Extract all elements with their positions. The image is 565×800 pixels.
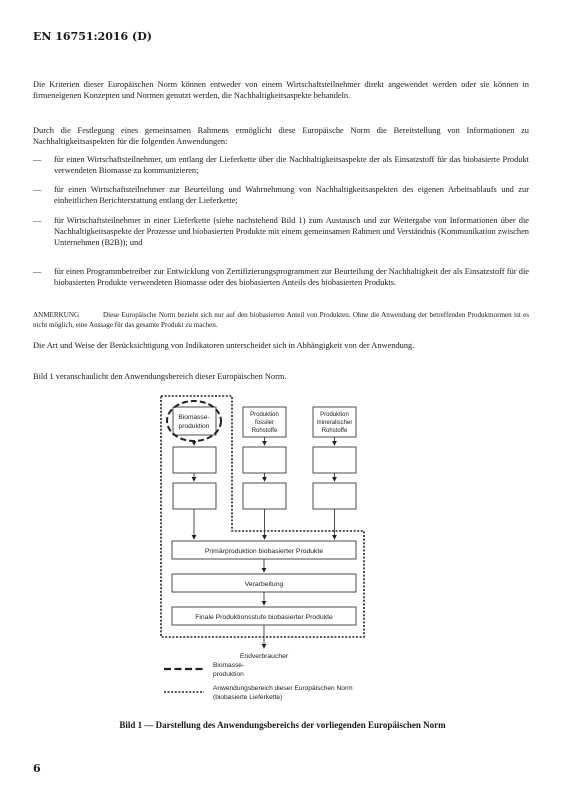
legend-scope-label-line2: (biobasierte Lieferkette) — [213, 694, 283, 701]
list-dash: — — [33, 155, 42, 164]
list-item — [33, 184, 529, 206]
mineral-step-1-box — [313, 447, 356, 473]
list-item — [33, 266, 529, 288]
list-item-text: für einen Wirtschaftsteilnehmer, um entlang der Lieferkette über die Nachhaltigkeitsaspekte der als Einsatzstoff für das biobasierte Produkt verwendeten Biomasse zu kommunizieren; — [54, 155, 529, 176]
figure-diagram — [0, 390, 565, 710]
mineral-label-line1: Produktion — [320, 412, 349, 418]
biomass-production-box — [173, 407, 216, 435]
list-item-text: für einen Wirtschaftsteilnehmer zur Beurteilung und Wahrnehmung von Nachhaltigkeitsaspekten des eigenen Arbeitsablaufs und zur einheitlichen Berichterstattung entlang der Lieferkette; — [54, 185, 529, 206]
page-number: 6 — [33, 762, 41, 775]
list-item — [33, 154, 529, 176]
fossil-label-line1: Produktion — [250, 412, 279, 418]
list-item-text: für Wirtschaftsteilnehmer in einer Lieferkette (siehe nachstehend Bild 1) zum Austausch und zur Weitergabe von Informationen über die Nachhaltigkeitsaspekte der Prozesse und biobasierten Produkte mit einem gemeinsamen Rahmen und Verständnis (Kommunikation zwischen Unternehmen (B2B)); und — [54, 216, 529, 248]
biomass-step-1-box — [173, 447, 216, 473]
fossil-step-1-box — [243, 447, 286, 473]
biomass-label-line2: produktion — [178, 423, 210, 430]
fossil-label-line2: fossiler — [254, 420, 275, 426]
paragraph-indicators: Die Art und Weise der Berücksichtigung von Indikatoren unterscheidet sich in Abhängigkeit von der Anwendung. — [33, 341, 415, 350]
final-production-label: Finale Produktionsstufe biobasierter Produkte — [195, 614, 333, 621]
list-dash: — — [33, 267, 42, 276]
legend-biomass-label-line1: Biomasse- — [213, 662, 245, 669]
paragraph-figure-ref: Bild 1 veranschaulicht den Anwendungsbereich dieser Europäischen Norm. — [33, 372, 287, 381]
end-consumer-label: Endverbraucher — [239, 653, 289, 660]
fossil-label-line3: Rohstoffe — [251, 428, 278, 434]
mineral-step-2-box — [313, 483, 356, 509]
processing-label: Verarbeitung — [244, 581, 284, 588]
figure-caption: Bild 1 — Darstellung des Anwendungsbereichs der vorliegenden Europäischen Norm — [119, 720, 446, 730]
paragraph-framework: Durch die Festlegung eines gemeinsamen Rahmens ermöglicht diese Europäische Norm die Bereitstellung von Informationen zu Nachhaltigkeitsaspekten für die folgenden Anwendungen: — [33, 126, 529, 147]
note — [33, 310, 529, 330]
list-dash: — — [33, 185, 42, 194]
document-header: EN 16751:2016 (D) — [33, 30, 152, 43]
mineral-label-line3: Rohstoffe — [321, 428, 348, 434]
paragraph-intro: Die Kriterien dieser Europäischen Norm können entweder von einem Wirtschaftsteilnehmer direkt angewendet werden oder sie können in firmeneigenen Konzepten und Normen genutzt werden, die Nachhaltigkeitsaspekte behandeln. — [33, 80, 529, 101]
supply-chain-diagram — [0, 390, 565, 710]
list-item — [33, 215, 529, 249]
note-text: Diese Europäische Norm bezieht sich nur auf den biobasierten Anteil von Produkten. Ohne die Anwendung der betreffenden Produktnormen ist es nicht möglich, eine Aussage für das gesamte Produkt zu machen. — [33, 311, 529, 329]
note-label: ANMERKUNG — [33, 311, 80, 319]
biomass-step-2-box — [173, 483, 216, 509]
primary-production-label: Primärproduktion biobasierter Produkte — [204, 548, 324, 555]
biomass-label-line1: Biomasse- — [178, 414, 210, 421]
mineral-label-line2: mineralischer — [316, 420, 353, 426]
list-dash: — — [33, 216, 42, 225]
legend-biomass-label-line2: produktion — [213, 671, 244, 678]
legend-scope-label-line1: Anwendungsbereich dieser Europäischen Norm — [213, 685, 353, 692]
fossil-step-2-box — [243, 483, 286, 509]
list-item-text: für einen Programmbetreiber zur Entwicklung von Zertifizierungsprogrammen zur Beurteilung der Nachhaltigkeit der als Einsatzstoff für die biobasierten Produkte verwendeten Biomasse oder des biobasierten Anteils des biobasierten Produkts. — [54, 267, 529, 288]
